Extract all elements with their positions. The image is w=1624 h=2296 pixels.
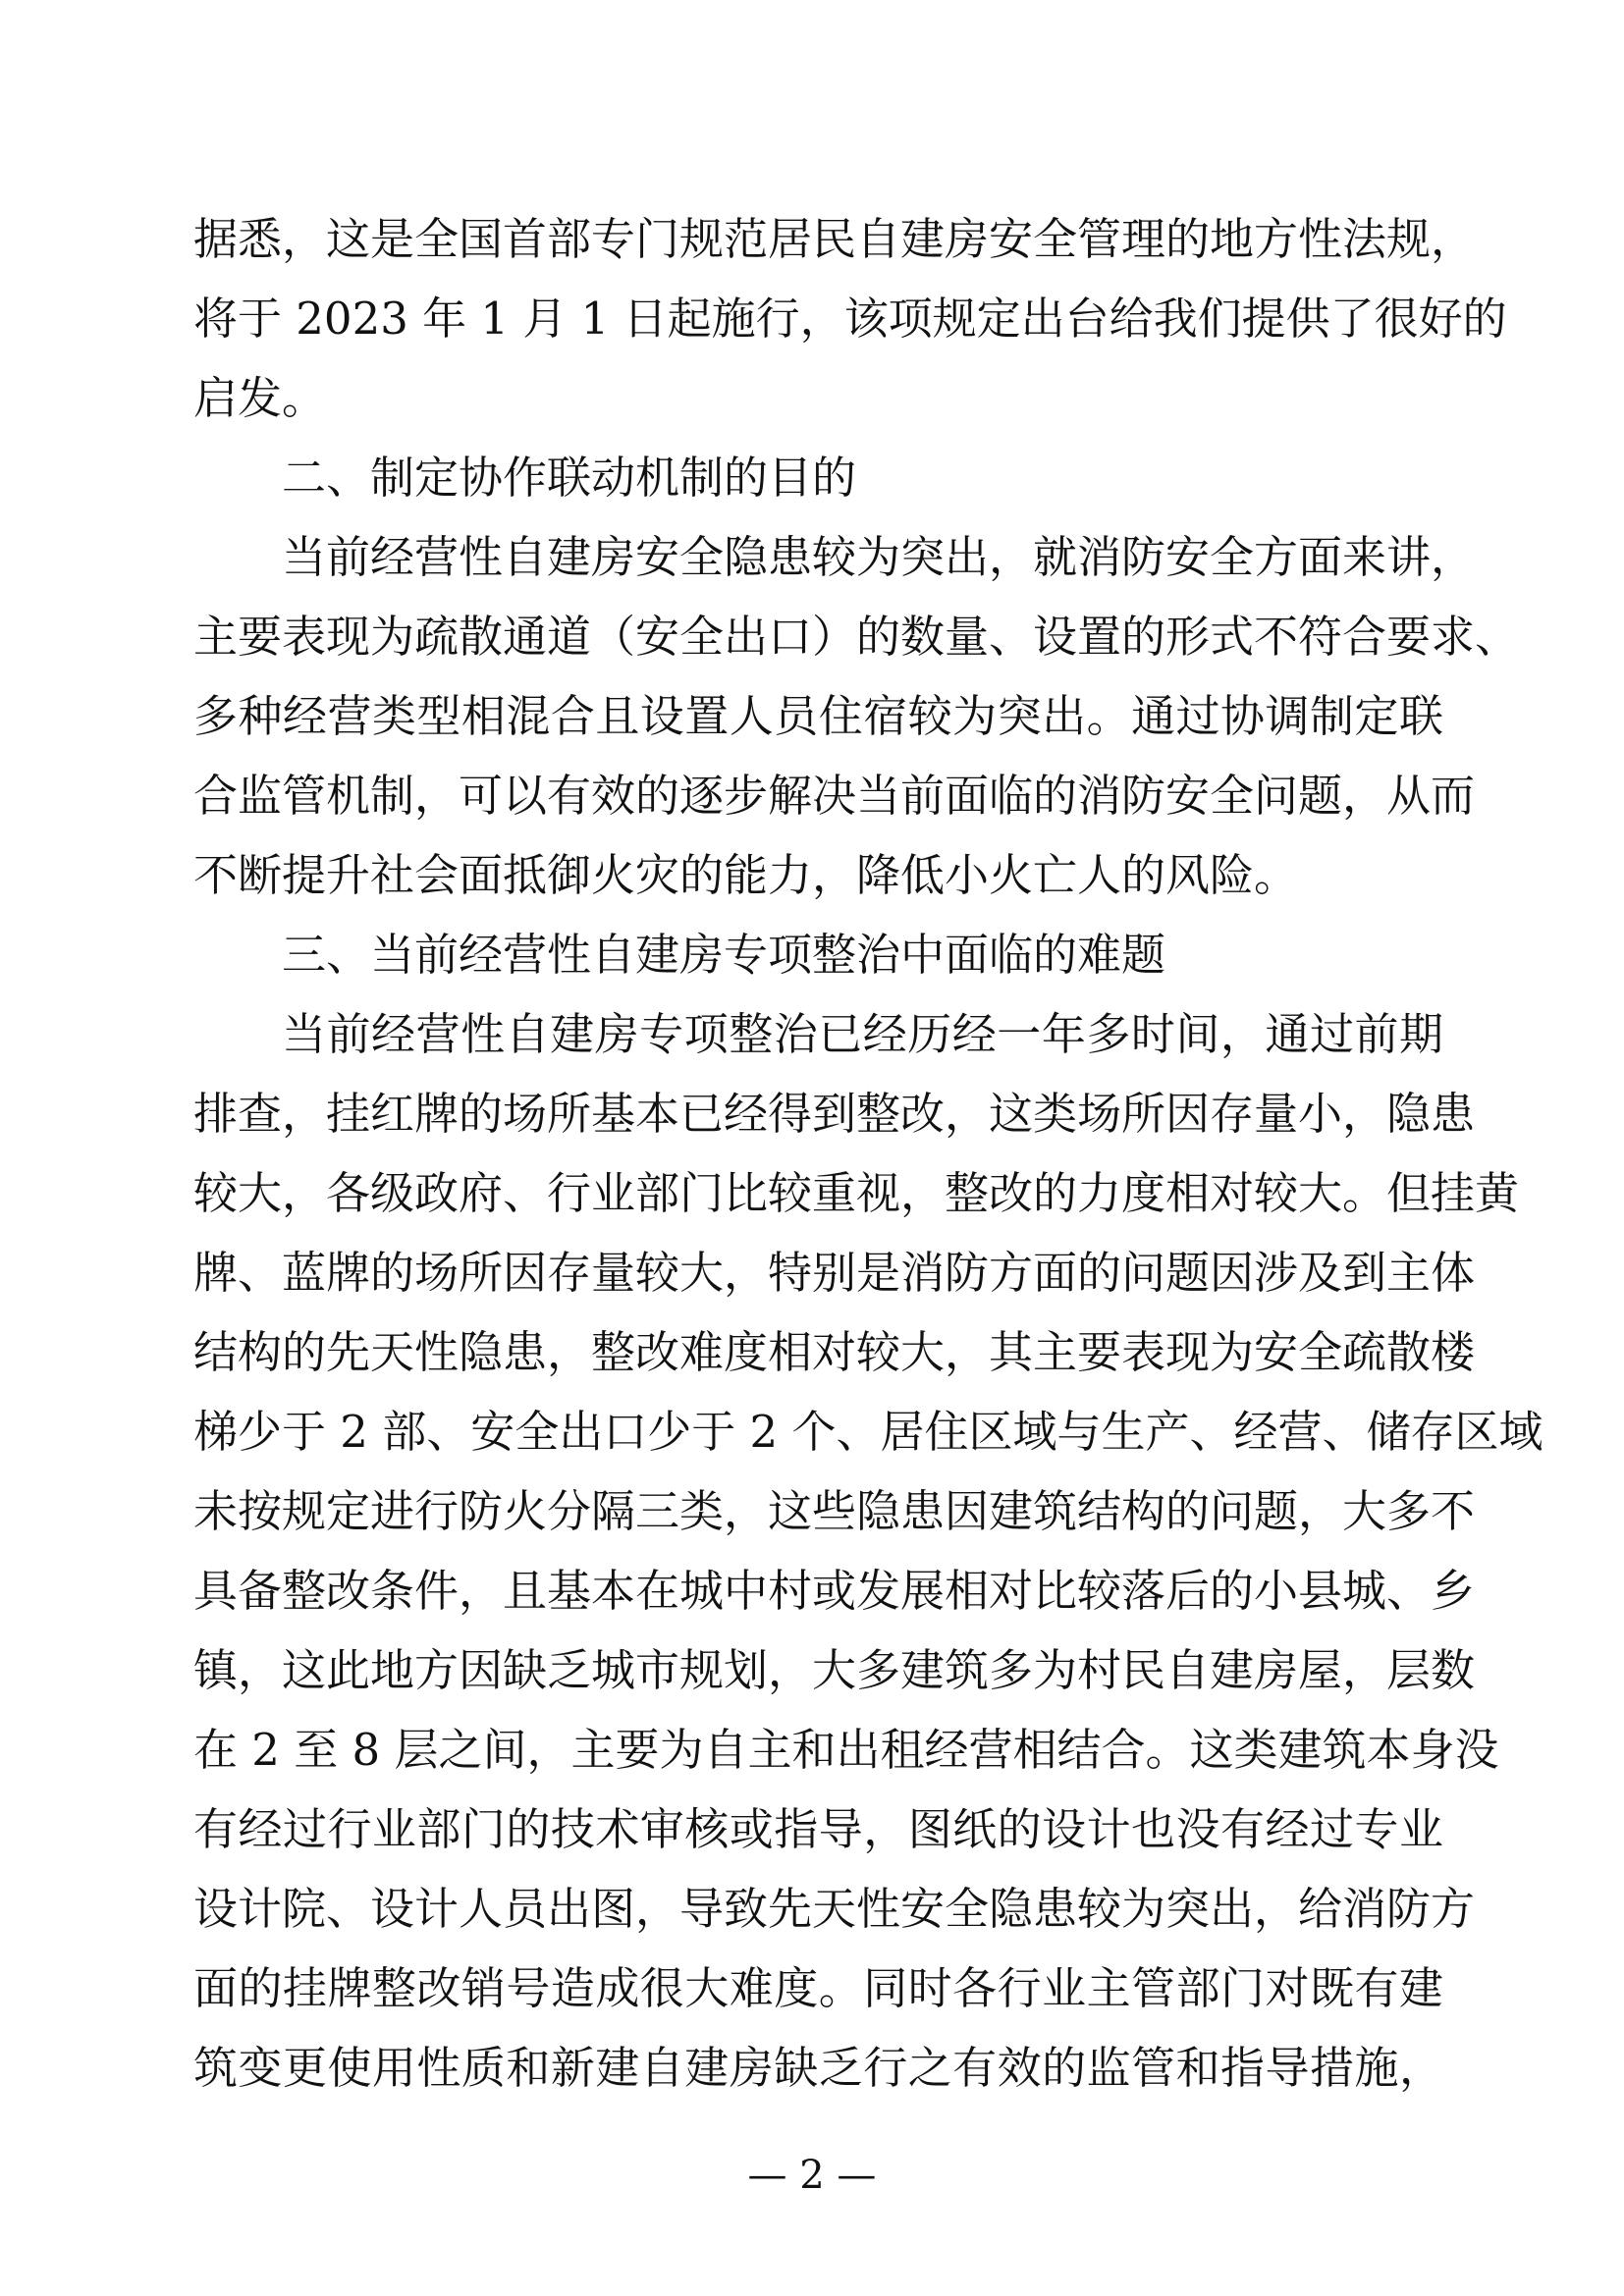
text-line: 当前经营性自建房专项整治已经历经一年多时间，通过前期 [282,1008,1443,1060]
text-line: 启发。 [193,372,327,424]
text-line: 结构的先天性隐患，整改难度相对较大，其主要表现为安全疏散楼 [193,1326,1476,1378]
text-line: 梯少于 2 部、安全出口少于 2 个、居住区域与生产、经营、储存区域 [193,1406,1543,1458]
text-line: 具备整改条件，且基本在城中村或发展相对比较落后的小县城、乡 [193,1565,1476,1617]
text-line: 面的挂牌整改销号造成很大难度。同时各行业主管部门对既有建 [193,1962,1443,2014]
text-line: 据悉，这是全国首部专门规范居民自建房安全管理的地方性法规， [193,213,1476,265]
text-line: 设计院、设计人员出图，导致先天性安全隐患较为突出，给消防方 [193,1883,1476,1935]
text-line: 在 2 至 8 层之间，主要为自主和出租经营相结合。这类建筑本身没 [193,1724,1499,1776]
text-line: 筑变更使用性质和新建自建房缺乏行之有效的监管和指导措施， [193,2042,1443,2094]
text-line: 镇，这此地方因缺乏城市规划，大多建筑多为村民自建房屋，层数 [193,1644,1476,1696]
text-line: 不断提升社会面抵御火灾的能力，降低小火亡人的风险。 [193,849,1299,901]
text-line: 较大，各级政府、行业部门比较重视，整改的力度相对较大。但挂黄 [193,1167,1520,1219]
page-number: — 2 — [747,2153,877,2198]
text-line: 当前经营性自建房安全隐患较为突出，就消防安全方面来讲， [282,531,1476,583]
text-line: 有经过行业部门的技术审核或指导，图纸的设计也没有经过专业 [193,1803,1443,1855]
text-line: 二、制定协作联动机制的目的 [282,452,857,504]
text-line: 牌、蓝牌的场所因存量较大，特别是消防方面的问题因涉及到主体 [193,1247,1476,1299]
text-line: 多种经营类型相混合且设置人员住宿较为突出。通过协调制定联 [193,690,1443,742]
text-line: 主要表现为疏散通道（安全出口）的数量、设置的形式不符合要求、 [193,611,1520,663]
text-line: 将于 2023 年 1 月 1 日起施行，该项规定出台给我们提供了很好的 [193,293,1507,345]
text-line: 三、当前经营性自建房专项整治中面临的难题 [282,929,1166,981]
text-line: 合监管机制，可以有效的逐步解决当前面临的消防安全问题，从而 [193,770,1476,822]
document-body [193,199,1543,2108]
text-line: 未按规定进行防火分隔三类，这些隐患因建筑结构的问题，大多不 [193,1485,1476,1537]
text-line: 排查，挂红牌的场所基本已经得到整改，这类场所因存量小，隐患 [193,1088,1476,1140]
